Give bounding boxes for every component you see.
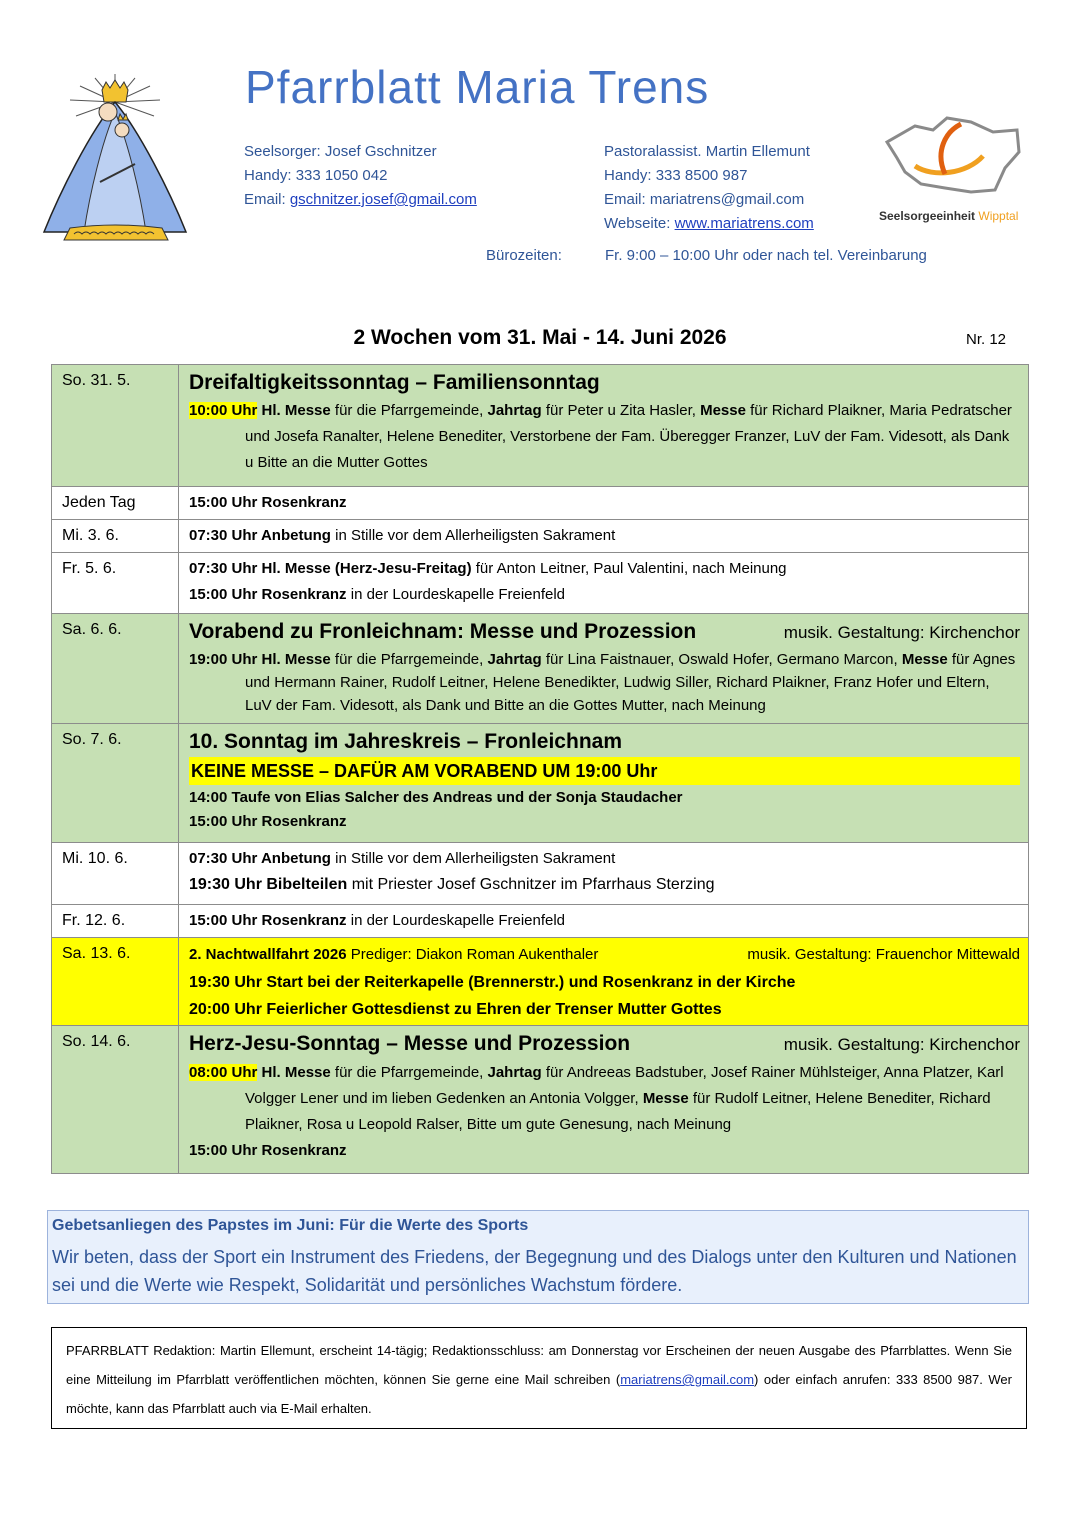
schedule-row: [52, 938, 1029, 1026]
footer-text-1: PFARRBLATT Redaktion: Martin Ellemunt, erscheint 14-tägig; Redaktionsschluss: am Donnerstag vor Erscheinen der neuen Ausgabe des Pfarrblattes. Wenn Sie eine Mitteilung im Pfarrblatt veröffentlichen möchten, können Sie gerne eine Mail schreiben (: [66, 1343, 1012, 1387]
txt: Prediger: Diakon Roman Aukenthaler: [346, 946, 599, 963]
row-date: So. 7. 6.: [52, 724, 179, 843]
row-content: [179, 843, 1029, 905]
txt: Messe: [700, 402, 746, 419]
music-note: musik. Gestaltung: Frauenchor Mittewald: [747, 946, 1020, 963]
txt: in Stille vor dem Allerheiligsten Sakrament: [330, 850, 616, 867]
no-mass-banner: KEINE MESSE – DAFÜR AM VORABEND UM 19:00 Uhr: [189, 757, 1020, 785]
row-date: Mi. 10. 6.: [52, 843, 179, 905]
office-hours: Fr. 9:00 – 10:00 Uhr oder nach tel. Vereinbarung: [605, 247, 927, 264]
row-content: [179, 520, 1029, 553]
row-content: [179, 938, 1029, 1026]
website-line: [604, 212, 814, 236]
row-date: Fr. 12. 6.: [52, 905, 179, 938]
line: [189, 941, 1020, 969]
title-text: 10. Sonntag im Jahreskreis – Fronleichnam: [189, 730, 622, 753]
music-note: musik. Gestaltung: Kirchenchor: [783, 1035, 1020, 1054]
contact-assistant: [604, 140, 814, 236]
schedule-row: [52, 1026, 1029, 1174]
schedule-row: [52, 614, 1029, 724]
txt: Jahrtag: [487, 402, 542, 419]
footer-email-link[interactable]: mariatrens@gmail.com: [620, 1372, 755, 1387]
prayer-title: Gebetsanliegen des Papstes im Juni: Für die Werte des Sports: [52, 1217, 529, 1234]
row-content: [179, 553, 1029, 614]
txt: 15:00 Uhr Rosenkranz: [189, 586, 347, 603]
txt: 19:00 Uhr Hl. Messe: [189, 651, 331, 668]
txt: 15:00 Uhr Rosenkranz: [189, 912, 347, 929]
line: [189, 872, 1020, 898]
prayer-body: Wir beten, dass der Sport ein Instrument des Friedens, der Begegnung und des Dialogs unter den Kulturen und Nationen sei und die Werte wie Respekt, Solidarität und persönliches Wachstum fördere.: [52, 1247, 1017, 1295]
txt: Jahrtag: [487, 1064, 542, 1081]
txt: für Andreeas Badstuber, Josef Rainer Mühlsteiger, Anna Platzer, Karl Volgger Lener und im lieben Gedenken an Antonia Volgger,: [245, 1064, 1004, 1107]
txt: mit Priester Josef Gschnitzer im Pfarrhaus Sterzing: [347, 876, 715, 893]
schedule-row: [52, 553, 1029, 614]
row-content: [179, 905, 1029, 938]
priest-email-line: [244, 188, 477, 212]
website-link[interactable]: www.mariatrens.com: [674, 215, 814, 232]
schedule-row: [52, 843, 1029, 905]
schedule-row: [52, 487, 1029, 520]
txt: für Peter u Zita Hasler,: [541, 402, 701, 419]
row-date: Fr. 5. 6.: [52, 553, 179, 614]
line: [189, 582, 1020, 608]
row-content: [179, 724, 1029, 843]
row-title: [189, 617, 1020, 648]
schedule-row: [52, 724, 1029, 843]
txt: für die Pfarrgemeinde,: [330, 651, 488, 668]
txt: für Anton Leitner, Paul Valentini, nach Meinung: [471, 560, 787, 577]
txt: für Agnes und Hermann Rainer, Rudolf Leitner, Helene Benedikter, Ludwig Siller, Richard Plaikner, Franz Hofer und Eltern, LuV der Fam. Videsott, als Dank und Bitte an die Gottes Mutter, nach Meinung: [245, 651, 1016, 714]
txt: 07:30 Uhr Anbetung: [189, 850, 331, 867]
logo-text-a: Seelsorgeeinheit: [879, 209, 979, 223]
line: 15:00 Uhr Rosenkranz: [189, 1142, 347, 1159]
title-text: Herz-Jesu-Sonntag – Messe und Prozession: [189, 1032, 631, 1055]
priest-name: Seelsorger: Josef Gschnitzer: [244, 143, 437, 160]
row-content: [179, 614, 1029, 724]
time-highlight: 10:00 Uhr: [189, 402, 258, 419]
line: [189, 846, 1020, 872]
txt: Messe: [642, 1090, 689, 1107]
row-date: Mi. 3. 6.: [52, 520, 179, 553]
footer-text-2: ) oder einfach anrufen: 333 8500 987. Wer möchte, kann das Pfarrblatt auch via E-Mail erhalten.: [66, 1372, 1012, 1416]
assistant-phone: Handy: 333 8500 987: [604, 167, 748, 184]
schedule-table: [51, 364, 1029, 1174]
priest-email-link[interactable]: gschnitzer.josef@gmail.com: [289, 191, 477, 208]
row-date: Sa. 13. 6.: [52, 938, 179, 1026]
title-text: Dreifaltigkeitssonntag – Familiensonntag: [189, 371, 600, 394]
txt: für die Pfarrgemeinde,: [330, 1064, 488, 1081]
email-label: Email:: [244, 191, 290, 208]
row-date: So. 31. 5.: [52, 365, 179, 487]
page-title: Pfarrblatt Maria Trens: [245, 61, 710, 113]
logo-text-b: Wipptal: [978, 209, 1019, 223]
website-label: Webseite:: [604, 215, 675, 232]
svg-text:Seelsorgeeinheit Wipptal: [879, 209, 1018, 223]
txt: für Lina Faistnauer, Oswald Hofer, Germano Marcon,: [541, 651, 902, 668]
period-heading: 2 Wochen vom 31. Mai - 14. Juni 2026: [353, 326, 727, 349]
txt: 19:30 Uhr Bibelteilen: [189, 876, 348, 893]
line: 15:00 Uhr Rosenkranz: [189, 813, 347, 830]
schedule-row: [52, 365, 1029, 487]
row-text: [189, 648, 1020, 717]
time-highlight: 08:00 Uhr: [189, 1064, 258, 1081]
priest-phone: Handy: 333 1050 042: [244, 167, 388, 184]
txt: Messe: [901, 651, 948, 668]
line: 20:00 Uhr Feierlicher Gottesdienst zu Ehren der Trenser Mutter Gottes: [189, 1001, 722, 1018]
row-text: [189, 1060, 1020, 1138]
txt: Hl. Messe: [257, 402, 331, 419]
row-content: [179, 487, 1029, 520]
schedule-row: [52, 905, 1029, 938]
office-label: Bürozeiten:: [486, 247, 562, 264]
txt: für die Pfarrgemeinde,: [330, 402, 488, 419]
contact-priest: [244, 140, 477, 212]
assistant-email: Email: mariatrens@gmail.com: [604, 191, 805, 208]
txt: 07:30 Uhr Anbetung: [189, 527, 331, 544]
music-note: musik. Gestaltung: Kirchenchor: [783, 623, 1020, 642]
txt: in Stille vor dem Allerheiligsten Sakrament: [330, 527, 616, 544]
row-content: [179, 1026, 1029, 1174]
editorial-footer: [51, 1327, 1027, 1429]
txt: 2. Nachtwallfahrt 2026: [189, 946, 347, 963]
row-text: [189, 398, 1020, 476]
line: [189, 556, 1020, 582]
txt: 07:30 Uhr Hl. Messe (Herz-Jesu-Freitag): [189, 560, 472, 577]
txt: in der Lourdeskapelle Freienfeld: [346, 912, 566, 929]
txt: für Richard Plaikner, Maria Pedratscher und Josefa Ranalter, Helene Benediter, Verstorbene der Fam. Überegger Franzer, LuV der Fam. Videsott, als Dank u Bitte an die Mutter Gottes: [245, 402, 1012, 471]
line: 19:30 Uhr Start bei der Reiterkapelle (Brennerstr.) und Rosenkranz in der Kirche: [189, 974, 796, 991]
row-title: [189, 368, 1020, 398]
row-date: Jeden Tag: [52, 487, 179, 520]
row-date: Sa. 6. 6.: [52, 614, 179, 724]
txt: Hl. Messe: [257, 1064, 331, 1081]
prayer-intention-box: [47, 1210, 1029, 1304]
seelsorgeeinheit-logo: [875, 112, 1025, 227]
txt: in der Lourdeskapelle Freienfeld: [346, 586, 566, 603]
txt: für Rudolf Leitner, Helene Benediter, Richard Plaikner, Rosa u Leopold Ralser, Bitte um gute Genesung, nach Meinung: [245, 1090, 991, 1133]
txt: Jahrtag: [487, 651, 542, 668]
title-text: Vorabend zu Fronleichnam: Messe und Prozession: [189, 620, 697, 643]
row-date: So. 14. 6.: [52, 1026, 179, 1174]
line: 14:00 Taufe von Elias Salcher des Andreas und der Sonja Staudacher: [189, 789, 683, 806]
madonna-illustration: [40, 72, 190, 262]
row-content: [179, 365, 1029, 487]
schedule-row: [52, 520, 1029, 553]
row-title: [189, 727, 1020, 757]
txt: 15:00 Uhr Rosenkranz: [189, 494, 347, 511]
row-title: [189, 1029, 1020, 1060]
issue-number: Nr. 12: [966, 331, 1007, 348]
assistant-name: Pastoralassist. Martin Ellemunt: [604, 143, 810, 160]
